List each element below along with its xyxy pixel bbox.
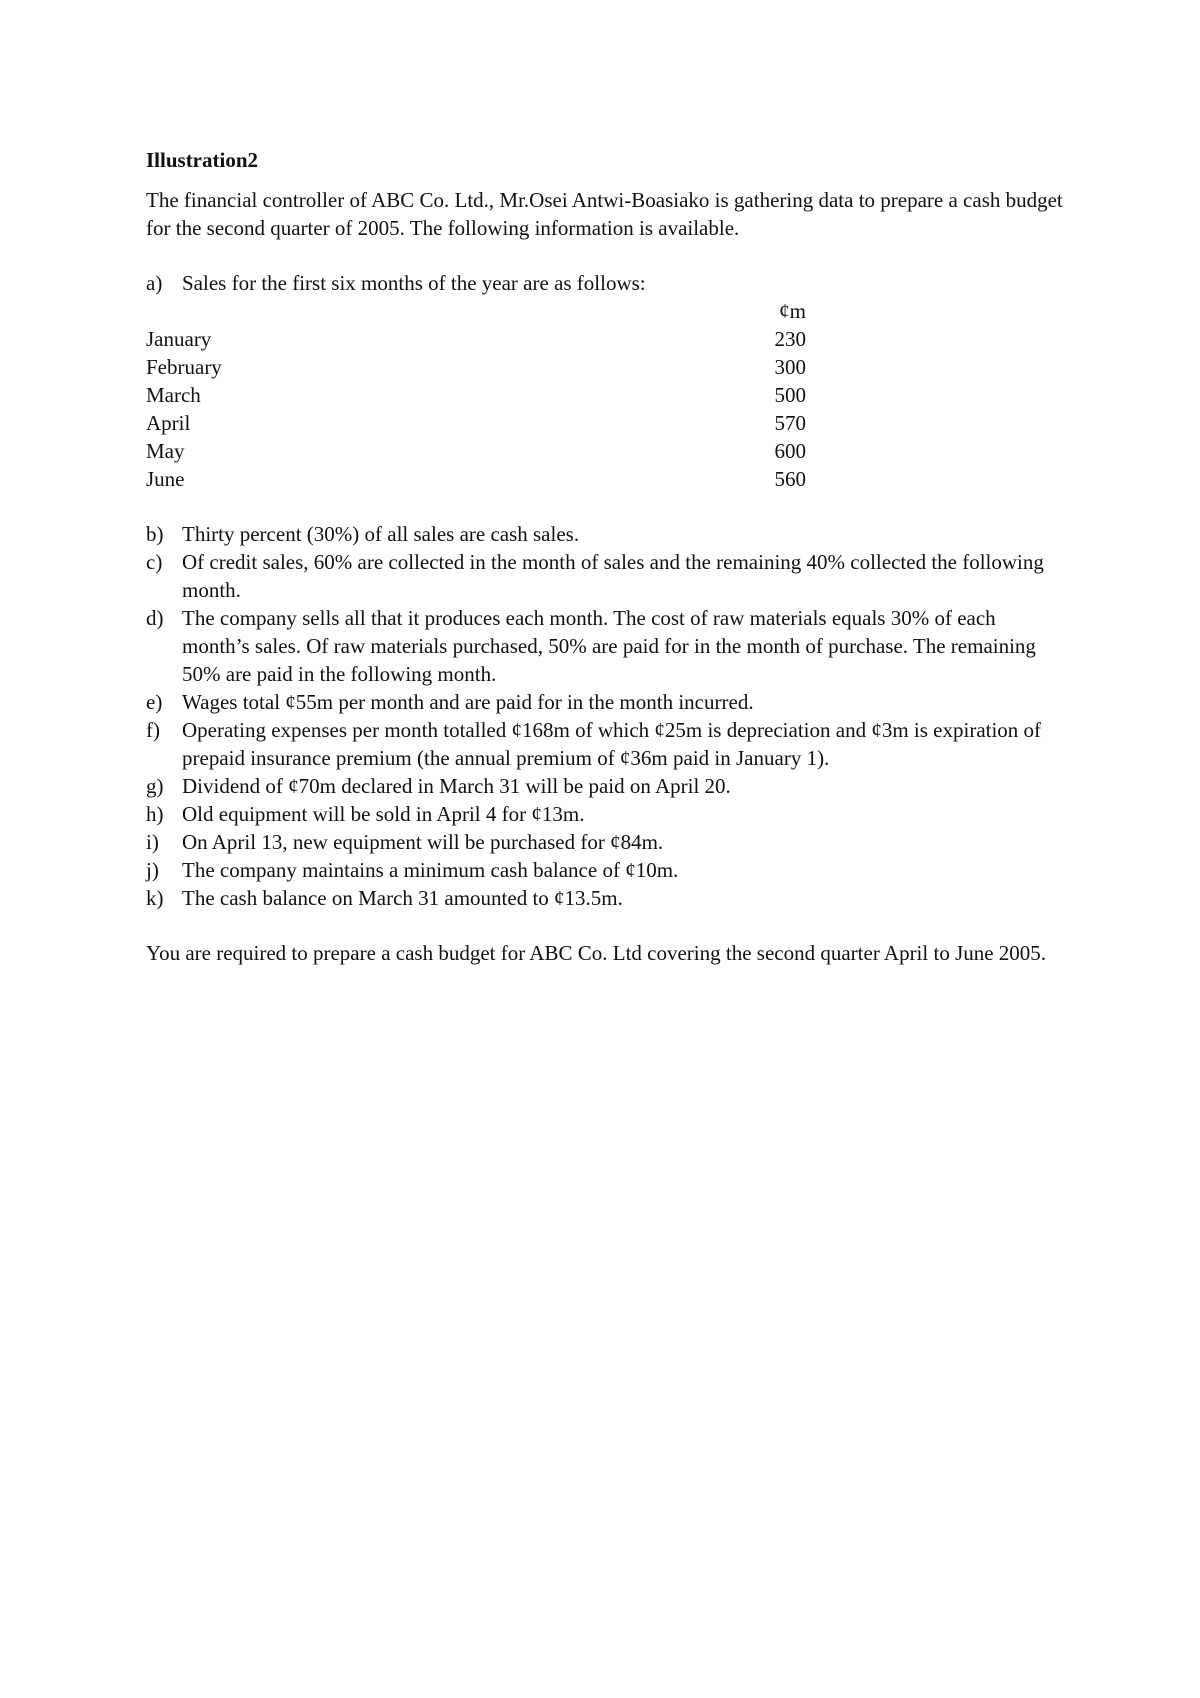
list-marker: a)	[146, 271, 163, 295]
list-marker: f)	[146, 718, 160, 742]
table-row	[146, 409, 806, 437]
list-marker: b)	[146, 522, 164, 546]
list-item-text: Operating expenses per month totalled ¢168m of which ¢25m is depreciation and ¢3m is expiration of prepaid insurance premium (the annual premium of ¢36m paid in January 1).	[182, 718, 1042, 770]
conditions-list	[146, 520, 1066, 912]
list-item-d	[146, 604, 1066, 688]
list-item-text: Sales for the first six months of the year are as follows:	[182, 271, 646, 295]
table-row	[146, 353, 806, 381]
list-item-g	[146, 772, 1066, 800]
list-marker: k)	[146, 886, 164, 910]
list-marker: i)	[146, 830, 159, 854]
amount-cell: 500	[774, 383, 806, 407]
list-marker: h)	[146, 802, 164, 826]
list-item-text: Dividend of ¢70m declared in March 31 will be paid on April 20.	[182, 774, 731, 798]
list-item-text: Old equipment will be sold in April 4 for ¢13m.	[182, 802, 585, 826]
list-item-f	[146, 716, 1066, 772]
amount-cell: 230	[774, 327, 806, 351]
list-item-text: Of credit sales, 60% are collected in the month of sales and the remaining 40% collected the following month.	[182, 550, 1044, 602]
table-row	[146, 381, 806, 409]
list-item-c	[146, 548, 1066, 604]
sales-table	[146, 297, 806, 493]
list-item-text: On April 13, new equipment will be purchased for ¢84m.	[182, 830, 664, 854]
month-cell: February	[146, 355, 222, 379]
month-cell: January	[146, 327, 212, 351]
list-item-text: The company maintains a minimum cash balance of ¢10m.	[182, 858, 679, 882]
list-item-k	[146, 884, 1066, 912]
amount-cell: 300	[774, 355, 806, 379]
intro-paragraph: The financial controller of ABC Co. Ltd., Mr.Osei Antwi-Boasiako is gathering data to prepare a cash budget for the second quarter of 2005. The following information is available.	[146, 188, 1063, 240]
list-marker: e)	[146, 690, 163, 714]
document-page	[146, 146, 1066, 967]
amount-cell: 600	[774, 439, 806, 463]
list-item-text: Thirty percent (30%) of all sales are cash sales.	[182, 522, 580, 546]
list-marker: j)	[146, 858, 159, 882]
table-row	[146, 465, 806, 493]
table-row	[146, 325, 806, 353]
amount-cell: 560	[774, 467, 806, 491]
list-item-text: The cash balance on March 31 amounted to ¢13.5m.	[182, 886, 623, 910]
list-marker: c)	[146, 550, 163, 574]
list-item-i	[146, 828, 1066, 856]
list-marker: d)	[146, 606, 164, 630]
list-item-j	[146, 856, 1066, 884]
month-cell: May	[146, 439, 185, 463]
month-cell: April	[146, 411, 191, 435]
month-header-cell	[146, 297, 612, 325]
document-heading: Illustration2	[146, 148, 259, 172]
list-marker: g)	[146, 774, 164, 798]
list-item-text: The company sells all that it produces each month. The cost of raw materials equals 30% of each month’s sales. Of raw materials purchased, 50% are paid for in the month of purchase. The remaining 50% are paid in the following month.	[182, 606, 1036, 686]
list-item-h	[146, 800, 1066, 828]
month-cell: March	[146, 383, 201, 407]
unit-header-cell: ¢m	[779, 299, 806, 323]
closing-paragraph: You are required to prepare a cash budget for ABC Co. Ltd covering the second quarter April to June 2005.	[146, 941, 1047, 965]
list-item-a	[146, 269, 1066, 297]
list-item-b	[146, 520, 1066, 548]
table-header-row	[146, 297, 806, 325]
list-item-e	[146, 688, 1066, 716]
amount-cell: 570	[774, 411, 806, 435]
month-cell: June	[146, 467, 185, 491]
list-item-text: Wages total ¢55m per month and are paid for in the month incurred.	[182, 690, 754, 714]
table-row	[146, 437, 806, 465]
